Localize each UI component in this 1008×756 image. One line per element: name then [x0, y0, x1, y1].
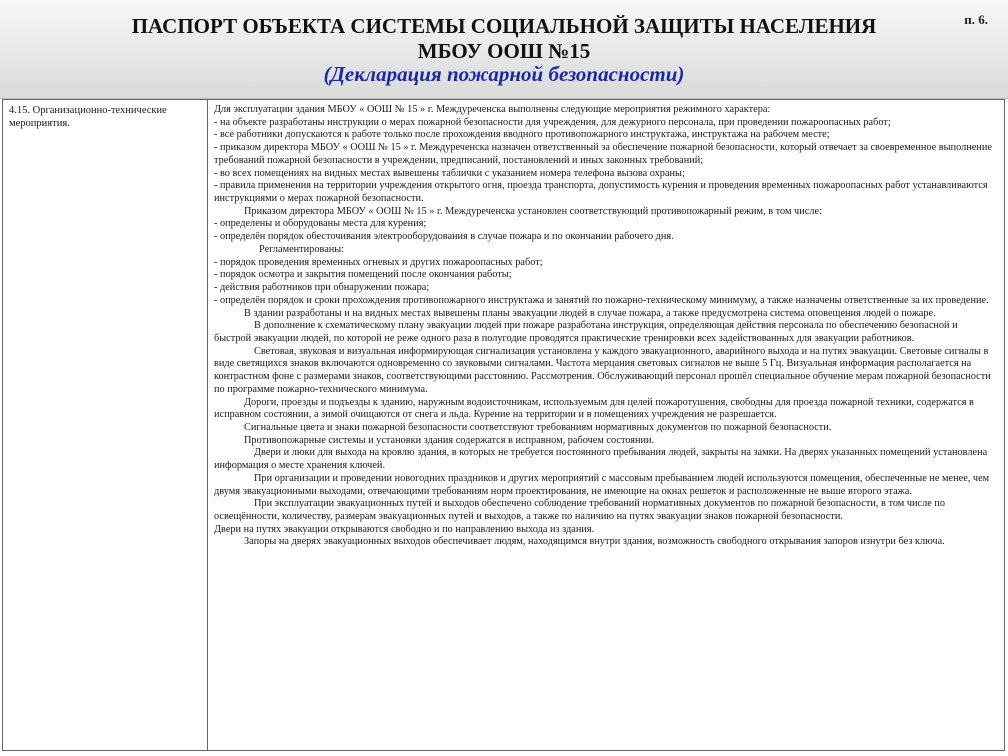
- paragraph: Для эксплуатации здания МБОУ « ООШ № 15 » г. Междуреченска выполнены следующие мероприятия режимного характера:: [214, 104, 771, 115]
- paragraph: Двери на путях эвакуации открываются свободно и по направлению выхода из здания.: [214, 523, 595, 535]
- paragraph: - порядок проведения временных огневых и других пожароопасных работ;: [214, 256, 543, 268]
- paragraph: Противопожарные системы и установки здания содержатся в исправном, рабочем состоянии.: [244, 434, 655, 446]
- paragraph: Приказом директора МБОУ « ООШ № 15 » г. Междуреченска установлен соответствующий противопожарный режим, в том числе:: [244, 205, 822, 217]
- paragraph: - порядок осмотра и закрытия помещений после окончания работы;: [214, 269, 512, 281]
- paragraph: - определены и оборудованы места для курения;: [214, 218, 427, 230]
- paragraph: - все работники допускаются к работе только после прохождения вводного противопожарного инструктажа, инструктажа на рабочем месте;: [214, 129, 830, 141]
- paragraph: - действия работников при обнаружении пожара;: [214, 282, 430, 294]
- paragraph: В дополнение к схематическому плану эвакуации людей при пожаре разработана инструкция, определяющая действия персонала по обеспечению безопасной и быстрой эвакуации людей, по которой не реже одного раза в полугодие проводятся практические тренировки всех задействованных для эвакуации работников.: [214, 320, 958, 344]
- paragraph: Запоры на дверях эвакуационных выходов обеспечивает людям, находящимся внутри здания, возможность свободного открывания запоров изнутри без ключа.: [244, 536, 945, 548]
- paragraph: Регламентированы:: [259, 243, 345, 255]
- paragraph: Сигнальные цвета и знаки пожарной безопасности соответствуют требованиям нормативных документов по пожарной безопасности.: [244, 421, 832, 433]
- paragraph: В здании разработаны и на видных местах вывешены планы эвакуации людей в случае пожара, а также предусмотрена система оповещения людей о пожаре.: [244, 307, 936, 319]
- page-subtitle: (Декларация пожарной безопасности): [323, 62, 685, 86]
- paragraph: Двери и люки для выхода на кровлю здания, в которых не требуется постоянного пребывания людей, закрыты на замки. На дверях указанных помещений установлена информация о месте хранения ключей.: [214, 447, 988, 472]
- paragraph: При эксплуатации эвакуационных путей и выходов обеспечено соблюдение требований нормативных документов по пожарной безопасности, в том числе по освещённости, количеству, размерам эвакуационных путей и выходов, а также по наличию на путях эвакуации знаков пожарной безопасности.: [214, 498, 946, 522]
- paragraph: - правила применения на территории учреждения открытого огня, проезда транспорта, допустимость курения и проведения временных пожароопасных работ устанавливаются инструкциями о мерах пожарной безопасности.: [214, 180, 988, 205]
- paragraph: - во всех помещениях на видных местах вывешены таблички с указанием номера телефона вызова охраны;: [214, 167, 685, 179]
- paragraph: - определён порядок обесточивания электрооборудования в случае пожара и по окончании рабочего дня.: [214, 231, 674, 243]
- paragraph: При организации и проведении новогодних праздников и других мероприятий с массовым пребыванием людей используются помещения, обеспеченные не менее, чем двумя эвакуационными выходами, отвечающими требованиям норм проектирования, не имеющие на окнах решеток и расположенные не выше второго этажа.: [214, 472, 990, 497]
- paragraph: - на объекте разработаны инструкции о мерах пожарной безопасности для учреждения, для дежурного персонала, при проведении пожароопасных работ;: [214, 116, 891, 128]
- page-number: п. 6.: [964, 12, 988, 27]
- paragraph: Световая, звуковая и визуальная информирующая сигнализация установлена у каждого эвакуационного, аварийного выхода и на путях эвакуации. Световые сигналы в виде светящихся знаков включаются одновременно со звуковыми сигналами. Частота мерцания световых сигналов не выше 5 Гц. Визуальная информация располагается на контрастном фоне с размерами знаков, соответствующими расстоянию. Рассмотрения. Обслуживающий персонал прошёл специальное обучение мерам пожарной безопасности по программе пожарно-технического минимума.: [214, 345, 991, 395]
- section-label-cell: [3, 100, 208, 750]
- page-title-school: МБОУ ООШ №15: [417, 39, 591, 63]
- paragraph: - определён порядок и сроки прохождения противопожарного инструктажа и занятий по пожарно-техническому минимуму, а также назначены ответственные за их проведение.: [214, 294, 989, 306]
- page-title: ПАСПОРТ ОБЪЕКТА СИСТЕМЫ СОЦИАЛЬНОЙ ЗАЩИТЫ НАСЕЛЕНИЯ: [131, 14, 877, 38]
- paragraph: Дороги, проезды и подъезды к зданию, наружным водоисточникам, используемым для целей пожаротушения, свободны для проезда пожарной техники, содержатся в исправном состоянии, а зимой очищаются от снега и льда. Курение на территории и в помещениях учреждения не разрешается.: [214, 396, 974, 421]
- page-header: [0, 0, 1008, 99]
- section-label: 4.15. Организационно-технические мероприятия.: [9, 105, 167, 129]
- content-table: [2, 99, 1005, 751]
- paragraph: - приказом директора МБОУ « ООШ № 15 » г. Междуреченска назначен ответственный за обеспечение пожарной безопасности, который отвечает за своевременное выполнение требований пожарной безопасности в учреждении, предписаний, постановлений и иных законных требований;: [214, 142, 992, 166]
- section-text-cell: [209, 100, 1004, 750]
